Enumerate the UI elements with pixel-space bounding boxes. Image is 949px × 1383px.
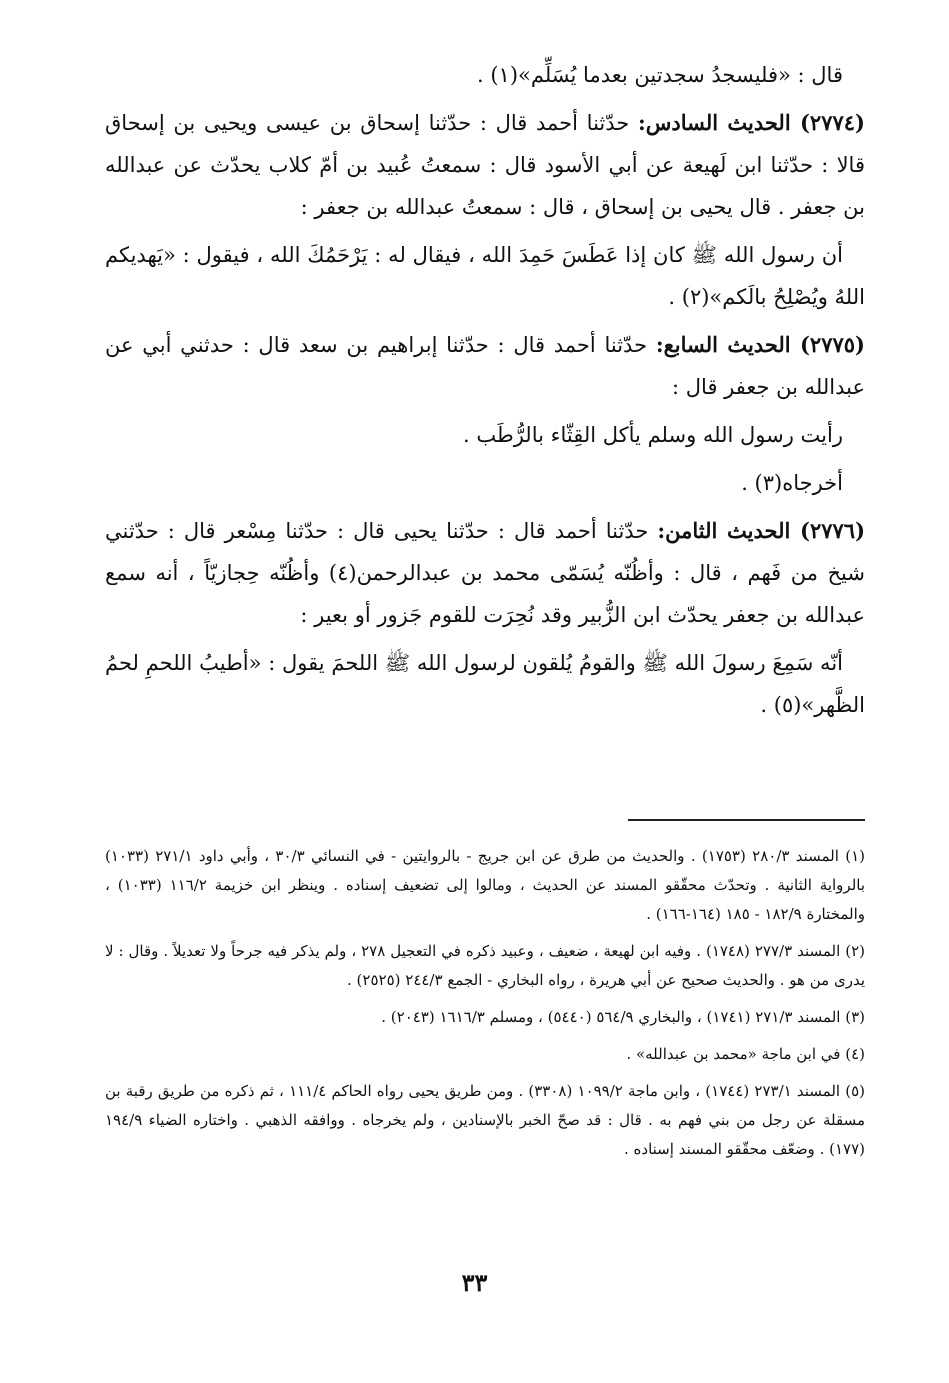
hadith-8-title: (٢٧٧٦) الحديث الثامن: [657, 518, 865, 543]
footnote-separator [628, 819, 865, 821]
footnote-2: (٢) المسند ٢٧٧/٣ (١٧٤٨) . وفيه ابن لهيعة ، ضعيف ، وعبيد ذكره في التعجيل ٢٧٨ ، ولم يذكر فيه جرحاً ولا تعديلاً . وقال : لا يدرى من هو . والحديث صحيح عن أبي هريرة ، رواه البخاري - الجمع ٢٤٤/٣ (٢٥٢٥) . [105, 942, 865, 989]
hadith-7-matn: رأيت رسول الله وسلم يأكل القِثّاء بالرُّطَب . [463, 423, 843, 447]
hadith-6-isnad: حدّثنا أحمد قال : حدّثنا إسحاق بن عيسى ويحيى بن إسحاق قالا : حدّثنا ابن لَهيعة عن أبي الأسود قال : سمعتُ عُبيد بن أمّ كلاب يحدّث عن عبدالله بن جعفر . قال يحيى بن إسحاق ، قال : سمعتُ عبدالله بن جعفر : [105, 111, 865, 219]
hadith-7-isnad: حدّثنا أحمد قال : حدّثنا إبراهيم بن سعد قال : حدثني أبي عن عبدالله بن جعفر قال : [105, 333, 865, 399]
hadith-7-isnad-paragraph [105, 324, 865, 408]
footnote-1: (١) المسند ٢٨٠/٣ (١٧٥٣) . والحديث من طرق عن ابن جريج - بالروايتين - في النسائي ٣٠/٣ ، وأبي داود ٢٧١/١ (١٠٣٣) بالرواية الثانية . وتحدّث محقّقو المسند عن الحديث ، ومالوا إلى تضعيف إسناده . وينظر ابن خزيمة ١١٦/٢ (١٠٣٣) ، والمختارة ١٨٢/٩ - ١٨٥ (١٦٤-١٦٦) . [105, 847, 866, 923]
hadith-8-isnad-paragraph [105, 510, 865, 636]
hadith-5-ending: قال : «فليسجدُ سجدتين بعدما يُسَلِّم»(١) . [477, 63, 843, 87]
hadith-6-matn: أن رسول الله ﷺ كان إذا عَطَسَ حَمِدَ الله ، فيقال له : يَرْحَمُكَ الله ، فيقول : «يَهديكم اللهُ ويُصْلِحُ بالَكم»(٢) . [105, 243, 865, 309]
footnote-4: (٤) في ابن ماجة «محمد بن عبدالله» . [626, 1045, 865, 1063]
footnote-3: (٣) المسند ٢٧١/٣ (١٧٤١) ، والبخاري ٥٦٤/٩ (٥٤٤٠) ، ومسلم ١٦١٦/٣ (٢٠٤٣) . [381, 1008, 865, 1026]
hadith-8-isnad: حدّثنا أحمد قال : حدّثنا يحيى قال : حدّثنا مِسْعر قال : حدّثني شيخ من فَهم ، قال : وأظُنّه يُسَمّى محمد بن عبدالرحمن(٤) وأظُنّه حِجازيّاً ، أنه سمع عبدالله بن جعفر يحدّث ابن الزُّبير وقد نُحِرَت للقوم جَزور أو بعير : [105, 519, 865, 627]
hadith-7-takhrij: أخرجاه(٣) . [741, 471, 843, 495]
hadith-8-matn: أنّه سَمِعَ رسولَ الله ﷺ والقومُ يُلقون لرسول الله ﷺ اللحمَ يقول : «أطيبُ اللحمِ لحمُ الظَّهر»(٥) . [105, 651, 865, 717]
hadith-7-title: (٢٧٧٥) الحديث السابع: [655, 332, 865, 357]
page-number: ٣٣ [461, 1268, 488, 1297]
hadith-6-title: (٢٧٧٤) الحديث السادس: [637, 110, 865, 135]
footnote-5: (٥) المسند ٢٧٣/١ (١٧٤٤) ، وابن ماجة ١٠٩٩/٢ (٣٣٠٨) . ومن طريق يحيى رواه الحاكم ١١١/٤ ، ثم ذكره من طريق رقبة بن مسقلة عن رجل من بني فهم به . قال : قد صحّ الخبر بالإسنادين ، ولم يخرجاه . ووافقه الذهبي . واختاره الضياء ١٩٤/٩ (١٧٧) . وضعّف محقّقو المسند إسناده . [105, 1082, 866, 1158]
hadith-6-isnad-paragraph [105, 102, 865, 228]
main-text [105, 54, 865, 732]
footnotes [105, 842, 865, 1172]
